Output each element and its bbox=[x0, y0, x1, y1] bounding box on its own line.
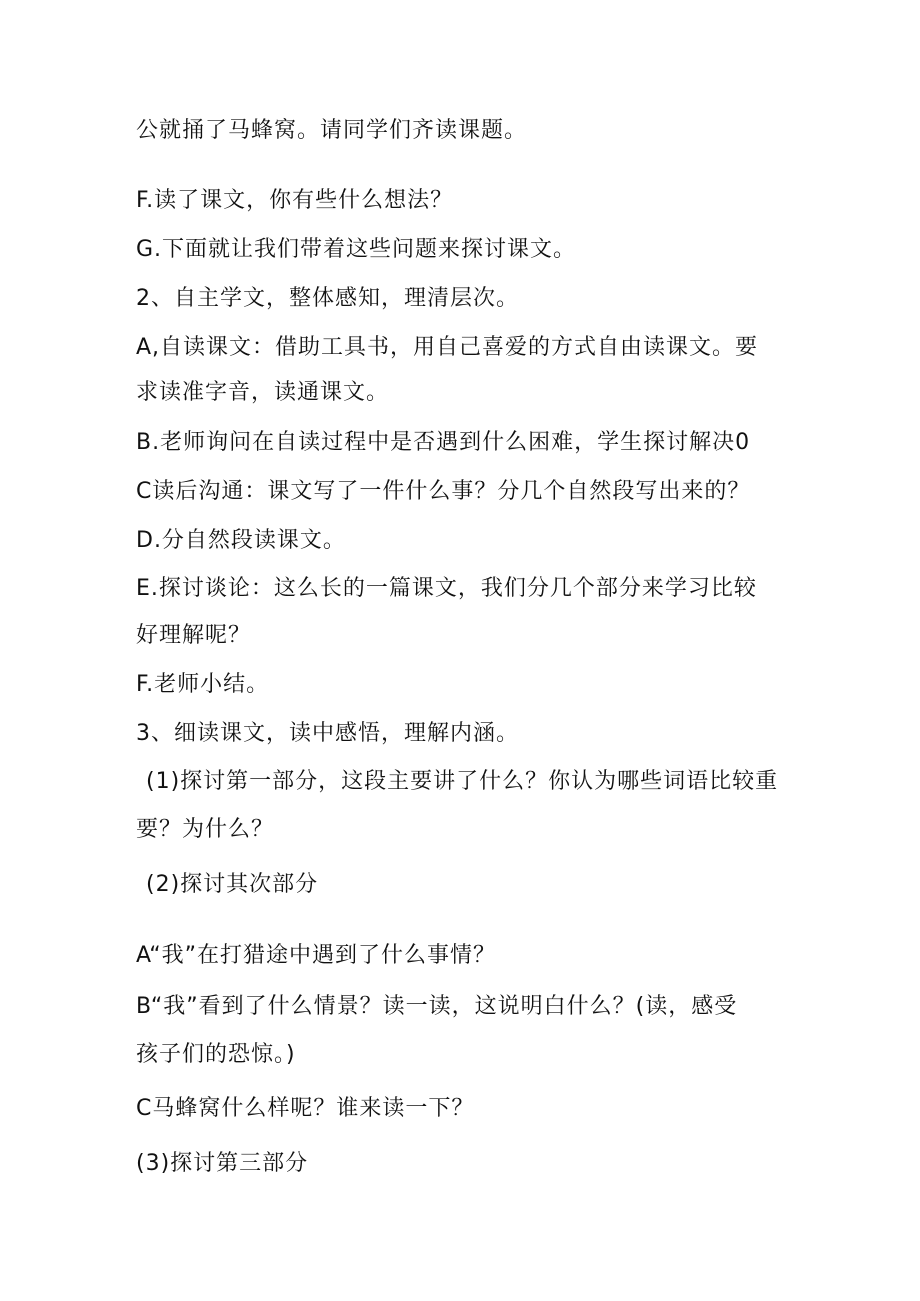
text-line-13: 3、细读课文，读中感悟，理解内涵。 bbox=[136, 721, 519, 746]
text-line-12: F.老师小结。 bbox=[136, 672, 270, 697]
text-line-1: 公就捅了马蜂窝。请同学们齐读课题。 bbox=[136, 118, 528, 143]
text-line-6: 求读准字音，读通课文。 bbox=[136, 380, 390, 405]
text-line-18: B“我”看到了什么情景？读一读，这说明白什么？(读，感受 bbox=[136, 994, 738, 1019]
text-line-14: (1)探讨第一部分，这段主要讲了什么？你认为哪些词语比较重 bbox=[146, 769, 779, 794]
text-line-2: F.读了课文，你有些什么想法？ bbox=[136, 188, 454, 213]
text-line-7: B.老师询问在自读过程中是否遇到什么困难，学生探讨解决0 bbox=[136, 430, 751, 455]
text-line-8: C读后沟通：课文写了一件什么事？分几个自然段写出来的？ bbox=[136, 479, 751, 504]
text-line-19: 孩子们的恐惊。) bbox=[136, 1042, 296, 1067]
text-line-21: (3)探讨第三部分 bbox=[136, 1151, 309, 1176]
text-line-9: D.分自然段读课文。 bbox=[136, 528, 346, 553]
text-line-11: 好理解呢？ bbox=[136, 623, 252, 648]
text-line-10: E.探讨谈论：这么长的一篇课文，我们分几个部分来学习比较 bbox=[136, 576, 757, 601]
text-line-20: C马蜂窝什么样呢？谁来读一下？ bbox=[136, 1096, 475, 1121]
text-line-17: A“我”在打猎途中遇到了什么事情？ bbox=[136, 943, 497, 968]
text-line-15: 要？为什么？ bbox=[136, 817, 275, 842]
text-line-4: 2、自主学文，整体感知，理清层次。 bbox=[136, 286, 519, 311]
text-line-16: (2)探讨其次部分 bbox=[146, 872, 319, 897]
text-line-5: A,自读课文：借助工具书，用自己喜爱的方式自由读课文。要 bbox=[136, 335, 759, 360]
text-line-3: G.下面就让我们带着这些问题来探讨课文。 bbox=[136, 237, 577, 262]
